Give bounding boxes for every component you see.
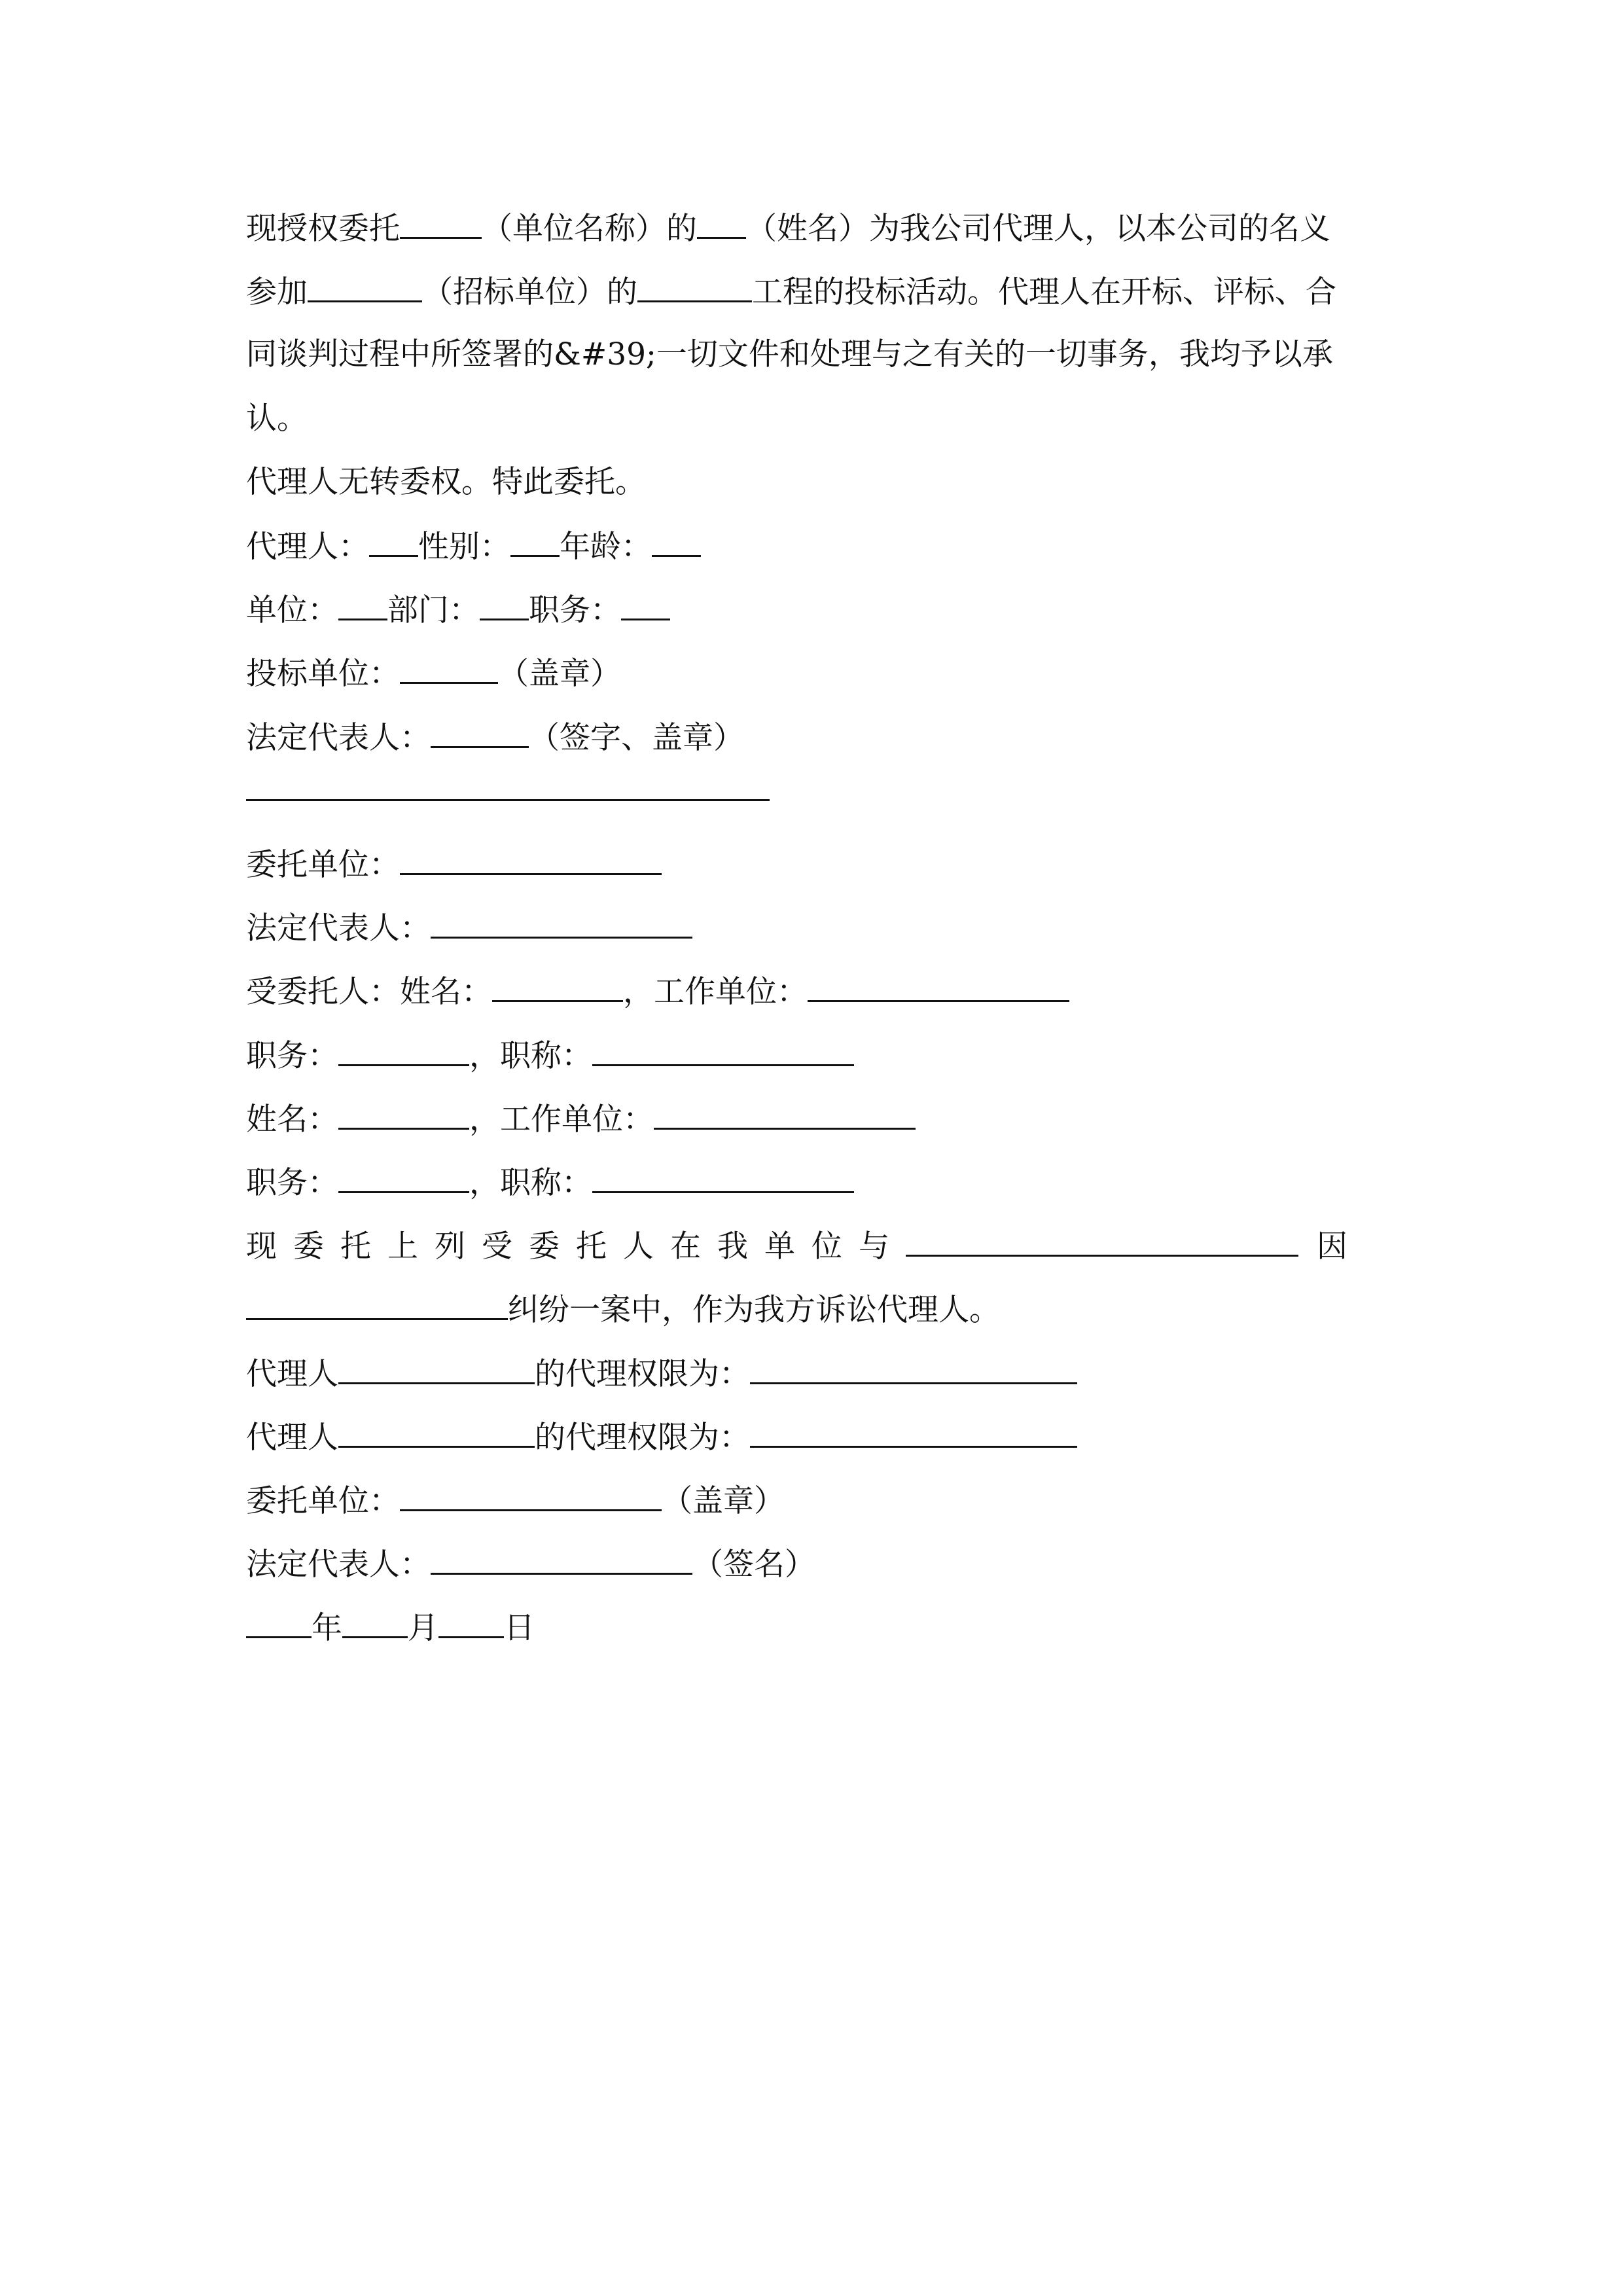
blank-legal-rep3[interactable] [431,1543,692,1575]
blank-title2[interactable] [592,1161,854,1193]
blank-duty2[interactable] [338,1161,469,1193]
separator-rule [246,799,770,801]
blank-agent[interactable] [369,525,418,557]
blank-trustee-work-unit[interactable] [808,970,1069,1002]
duty-title-line2: 职务： ，职称： [246,1161,1378,1204]
blank-position[interactable] [621,588,670,620]
blank-opposing-party[interactable] [906,1225,1298,1257]
blank-gender[interactable] [510,525,560,557]
blank-legal-rep[interactable] [431,716,529,748]
agent2-authority-line: 代理人 的代理权限为： [246,1416,1378,1459]
legal-rep-sign-line: 法定代表人： （签名） [246,1543,1378,1586]
blank-legal-rep2[interactable] [431,906,692,939]
blank-authority2[interactable] [750,1416,1077,1448]
entrust-unit-line: 委托单位： [246,843,1378,886]
blank-work-unit2[interactable] [654,1098,916,1130]
trustee-line: 受委托人：姓名： ，工作单位： [246,970,1378,1013]
duty-title-line: 职务： ，职称： [246,1034,1378,1077]
blank-agent1[interactable] [338,1352,535,1384]
blank-title[interactable] [592,1034,854,1066]
para1-line3: 同谈判过程中所签署的&#39;一切文件和处理与之有关的一切事务，我均予以承 [246,336,1333,372]
blank-day[interactable] [438,1606,504,1638]
separator-line [246,780,1378,821]
bidder-unit-line: 投标单位： （盖章） [246,652,1378,695]
unit-info-line: 单位： 部门： 职务： [246,588,1378,632]
para1-line1: 现授权委托 （单位名称）的 （姓名）为我公司代理人，以本公司的名义 [246,207,1378,250]
name-unit-line: 姓名： ，工作单位： [246,1098,1378,1141]
blank-dispute-cause[interactable] [246,1288,508,1320]
entrust-statement-line: 现委托上列受委托人在我单位与 因 [246,1225,1378,1268]
blank-unit-name[interactable] [400,207,482,239]
no-transfer-text: 代理人无转委权。特此委托。 [246,464,646,500]
para1-line4: 认。 [246,401,308,437]
blank-trustee-name[interactable] [492,970,623,1002]
blank-authority1[interactable] [750,1352,1077,1384]
blank-age[interactable] [652,525,701,557]
para1-line2: 参加 （招标单位）的 工程的投标活动。代理人在开标、评标、合 [246,270,1378,314]
blank-agent2[interactable] [338,1416,535,1448]
blank-year[interactable] [246,1606,312,1638]
legal-rep-line: 法定代表人： （签字、盖章） [246,716,1378,759]
blank-month[interactable] [342,1606,408,1638]
blank-tender-unit[interactable] [308,270,422,302]
blank-entrust-unit2[interactable] [400,1479,662,1511]
agent1-authority-line: 代理人 的代理权限为： [246,1352,1378,1395]
blank-unit[interactable] [338,588,387,620]
entrust-unit-seal-line: 委托单位： （盖章） [246,1479,1378,1522]
date-line: 年 月 日 [246,1606,1378,1649]
blank-bidder-unit[interactable] [400,652,498,684]
blank-project[interactable] [637,270,752,302]
blank-department[interactable] [480,588,529,620]
blank-duty[interactable] [338,1034,469,1066]
blank-person-name[interactable] [697,207,746,239]
agent-info-line: 代理人： 性别： 年龄： [246,525,1378,568]
blank-name2[interactable] [338,1098,469,1130]
dispute-line: 纠纷一案中，作为我方诉讼代理人。 [246,1288,1378,1331]
legal-rep2-line: 法定代表人： [246,906,1378,950]
blank-entrust-unit[interactable] [400,843,662,875]
